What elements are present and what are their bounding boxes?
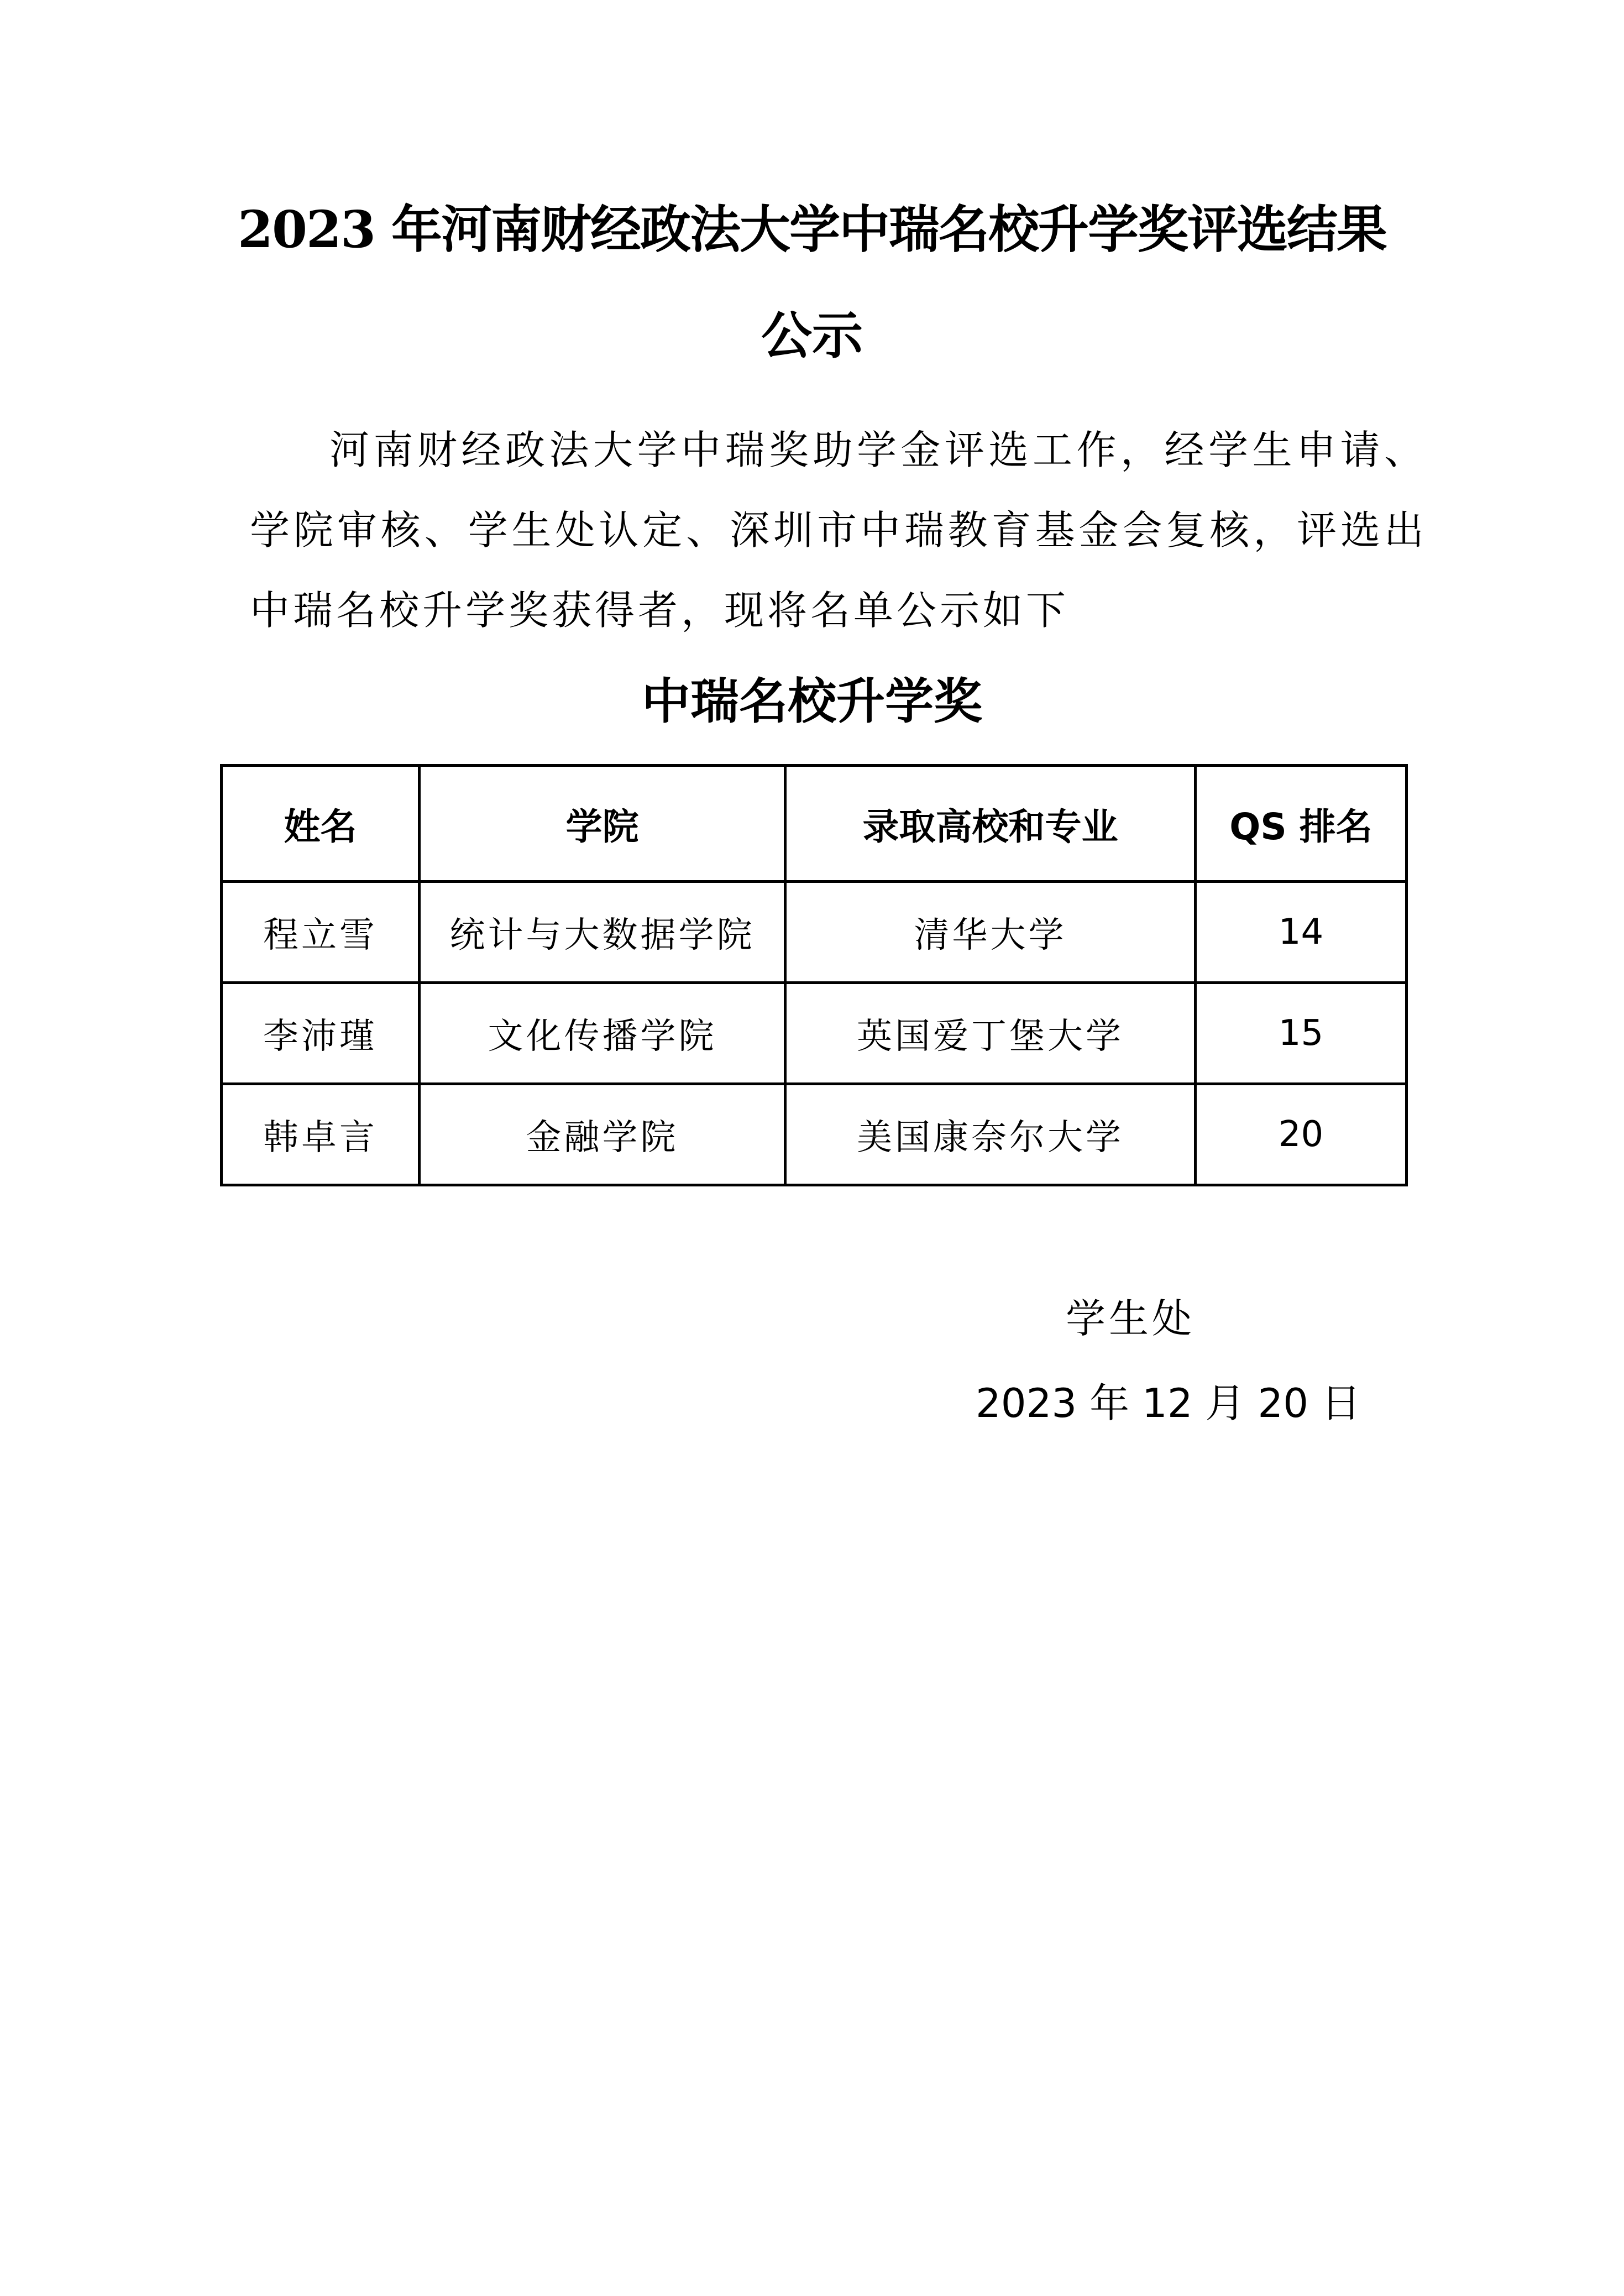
cell-admitted-university: 美国康奈尔大学 — [785, 1084, 1196, 1185]
cell-name: 李沛瑾 — [222, 983, 420, 1084]
table-row — [222, 1084, 1407, 1185]
cell-qs-rank: 20 — [1196, 1084, 1407, 1185]
cell-college: 统计与大数据学院 — [420, 882, 785, 983]
table-row — [222, 983, 1407, 1084]
header-college: 学院 — [420, 766, 785, 882]
table-title: 中瑞名校升学奖 — [641, 673, 982, 730]
document-title-line2: 公示 — [761, 306, 863, 365]
header-qs-rank: QS 排名 — [1196, 766, 1407, 882]
document-title-line1: 2023 年河南财经政法大学中瑞名校升学奖评选结果 — [237, 200, 1387, 259]
announcement-paragraph: 河南财经政法大学中瑞奖助学金评选工作，经学生申请、学院审核、学生处认定、深圳市中瑞教育基金会复核，评选出中瑞名校升学奖获得者，现将名单公示如下 — [250, 427, 1427, 634]
cell-qs-rank: 14 — [1196, 882, 1407, 983]
cell-name: 程立雪 — [222, 882, 420, 983]
cell-qs-rank: 15 — [1196, 983, 1407, 1084]
cell-admitted-university: 清华大学 — [785, 882, 1196, 983]
issuing-office: 学生处 — [1066, 1295, 1196, 1342]
cell-college: 文化传播学院 — [420, 983, 785, 1084]
header-name: 姓名 — [222, 766, 420, 882]
table-header-row — [222, 766, 1407, 882]
award-winners-table — [220, 764, 1408, 1186]
table-row — [222, 882, 1407, 983]
cell-admitted-university: 英国爱丁堡大学 — [785, 983, 1196, 1084]
cell-college: 金融学院 — [420, 1084, 785, 1185]
header-admitted-university: 录取高校和专业 — [785, 766, 1196, 882]
cell-name: 韩卓言 — [222, 1084, 420, 1185]
issue-date: 2023 年 12 月 20 日 — [976, 1380, 1361, 1426]
